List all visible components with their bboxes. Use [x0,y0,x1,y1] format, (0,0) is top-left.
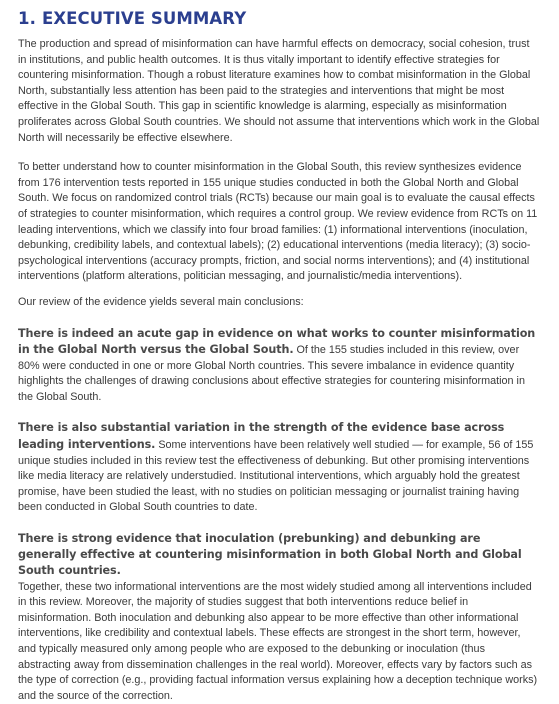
intro-paragraph: The production and spread of misinformation can have harmful effects on democracy, social cohesion, trust in institutions, and public health outcomes. It is thus vitally important to identify effective strategies for countering misinformation. Though a robust literature examines how to combat misinformation in the Global North, substantially less attention has been paid to the strategies and interventions that might be most effective in the Global South. This gap in scientific knowledge is alarming, especially as misinformation proliferates across Global South countries. We should not assume that interventions which work in the Global North will necessarily be effective elsewhere. [18,38,540,144]
review-paragraph: To better understand how to counter misinformation in the Global South, this review synthesizes evidence from 176 intervention tests reported in 155 unique studies conducted in both the Global North and Global South. We focus on randomized control trials (RCTs) because our main goal is to evaluate the causal effects of strategies to counter misinformation, which requires a control group. We review evidence from RCTs on 11 leading interventions, which we classify into four broad families: (1) informational interventions (inoculation, debunking, credibility labels, and contextual labels); (2) educational interventions (media literacy); (3) socio-psychological interventions (accuracy prompts, friction, and social norms interventions); and (4) institutional interventions (platform alterations, politician messaging, and journalistic/media interventions). [18,161,538,283]
finding-lead: There is strong evidence that inoculation (prebunking) and debunking are generally effective at countering misinformation in both Global North and Global South countries. [18,532,522,578]
finding-evidence-gap [18,326,540,406]
finding-evidence-variation [18,420,540,516]
finding-lead: There is indeed an acute gap in evidence on what works to counter misinformation in the Global North versus the Global South. [18,326,536,357]
conclusions-intro: Our review of the evidence yields several main conclusions: [18,295,304,308]
finding-body: Some interventions have been relatively well studied — for example, 56 of 155 unique studies included in this review test the effectiveness of debunking. But other promising interventions like media literacy are relatively understudied. Institutional interventions, which arguably hold the greatest promise, have been studied the least, with no studies on politician messaging or journalist training having been conducted in Global South countries to date. [18,439,534,514]
finding-lead: There is also substantial variation in the strength of the evidence base across leading interventions. [18,421,505,452]
finding-inoculation-debunking [18,531,540,704]
document-page [18,8,540,704]
section-heading [18,8,540,30]
section-title: EXECUTIVE SUMMARY [41,9,247,28]
finding-body: Together, these two informational interventions are the most widely studied among all interventions included in this review. Moreover, the majority of studies suggest that both interventions reduce belief in misinformation. Both inoculation and debunking also appear to be more effective than other informational interventions, like credibility and contextual labels. These effects are strongest in the short term, however, and typically measured only among people who are exposed to the debunking or inoculation (thus abstracting away from dissemination challenges in the real world). Moreover, effects vary by factors such as the type of correction (e.g., providing factual information versus explaining how a deception technique works) and the source of the correction. [18,580,538,702]
section-number: 1. [18,9,36,28]
finding-body: Of the 155 studies included in this review, over 80% were conducted in one or more Global North countries. This severe imbalance in evidence quantity highlights the challenges of drawing conclusions about effective strategies for countering misinformation in the Global South. [18,344,525,403]
